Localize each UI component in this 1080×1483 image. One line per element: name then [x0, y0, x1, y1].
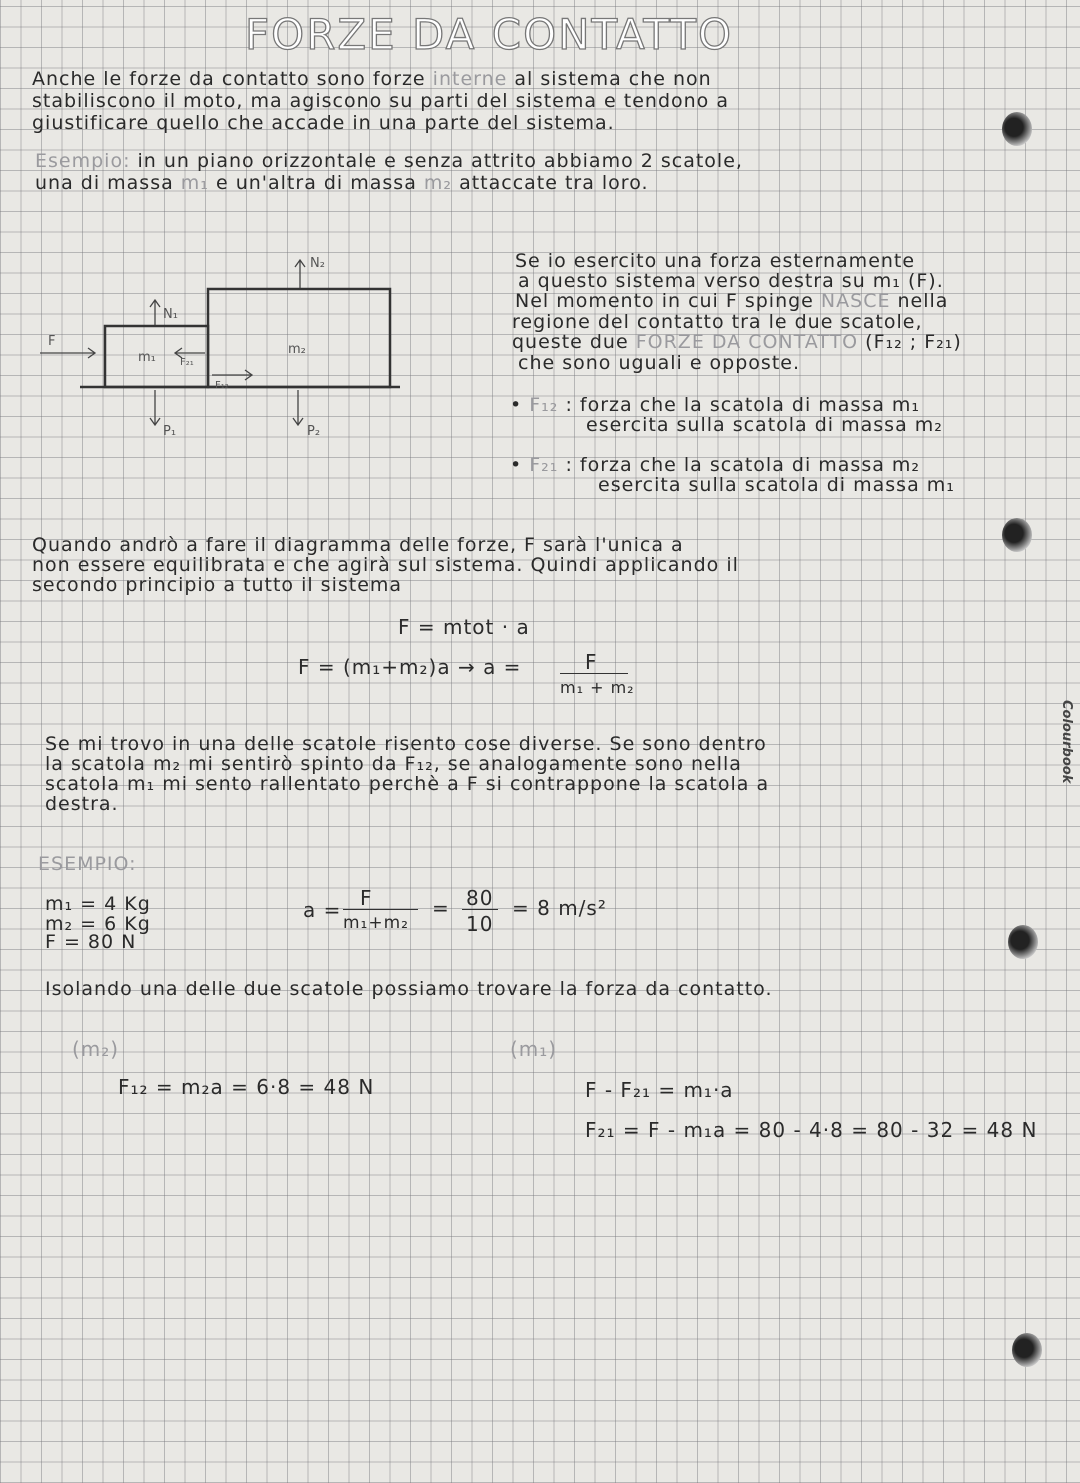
given-F: F = 80 N [45, 931, 137, 953]
explanation-line-4: regione del contatto tra le due scatole, [512, 311, 923, 333]
force-F-arrow [40, 348, 95, 358]
intro-line-3: giustificare quello che accade in una parte del sistema. [32, 112, 615, 134]
force-diagram [0, 240, 500, 460]
intro-line-2: stabiliscono il moto, ma agiscono su parti del sistema e tendono a [32, 90, 729, 112]
example1-line-1: Esempio: in un piano orizzontale e senza attrito abbiamo 2 scatole, [35, 150, 743, 172]
binder-hole [1002, 112, 1032, 146]
label-P1: P₁ [163, 424, 177, 439]
example1-line-2: una di massa m₁ e un'altra di massa m₂ attaccate tra loro. [35, 172, 649, 194]
example-a-lhs: a = [303, 898, 342, 922]
box-m2 [208, 289, 390, 387]
formula-numerator: F [585, 650, 598, 674]
example-a-den: m₁+m₂ [343, 913, 409, 933]
paragraph3-line-3: scatola m₁ mi sento rallentato perchè a F si contrappone la scatola a [45, 773, 770, 795]
brand-label: Colourbook [1059, 700, 1074, 784]
explanation-line-6: che sono uguali e opposte. [518, 352, 801, 374]
bullet-F21: • F₂₁ : forza che la scatola di massa m₂ [510, 454, 921, 476]
label-F12: F₁₂ [215, 380, 229, 391]
paragraph3-line-4: destra. [45, 793, 119, 815]
bullet-F21-line-2: esercita sulla scatola di massa m₁ [598, 474, 955, 496]
formula-newton: F = mtot · a [398, 615, 530, 639]
example-num2: 80 [466, 886, 494, 910]
example-a-num: F [360, 886, 373, 910]
label-F: F [48, 334, 56, 349]
label-N2: N₂ [310, 256, 325, 271]
fraction-bar [560, 673, 628, 674]
page-title: FORZE DA CONTATTO [245, 10, 734, 59]
label-N1: N₁ [163, 307, 178, 322]
weight-P2-arrow [293, 390, 303, 425]
label-F21: F₂₁ [180, 357, 194, 368]
example-fraction-bar-2 [462, 909, 498, 910]
paragraph2-line-1: Quando andrò a fare il diagramma delle forze, F sarà l'unica a [32, 534, 684, 556]
equation-F21: F₂₁ = F - m₁a = 80 - 4·8 = 80 - 32 = 48 N [585, 1118, 1038, 1142]
m1-label: (m₁) [510, 1037, 558, 1061]
paragraph3-line-2: la scatola m₂ mi sentirò spinto da F₁₂, se analogamente sono nella [45, 753, 742, 775]
explanation-line-2: a questo sistema verso destra su m₁ (F). [518, 270, 944, 292]
equation-m1-a: F - F₂₁ = m₁·a [585, 1078, 734, 1102]
weight-P1-arrow [150, 390, 160, 425]
label-m1: m₁ [138, 350, 156, 365]
equation-F12: F₁₂ = m₂a = 6·8 = 48 N [118, 1075, 375, 1099]
given-m1: m₁ = 4 Kg [45, 893, 151, 915]
force-F12-arrow [212, 370, 252, 380]
isolate-text: Isolando una delle due scatole possiamo trovare la forza da contatto. [45, 978, 773, 1000]
label-P2: P₂ [307, 424, 321, 439]
paragraph2-line-3: secondo principio a tutto il sistema [32, 574, 403, 596]
example-den2: 10 [466, 912, 494, 936]
bullet-F12-line-2: esercita sulla scatola di massa m₂ [586, 414, 943, 436]
binder-hole [1012, 1333, 1042, 1367]
paragraph2-line-2: non essere equilibrata e che agirà sul sistema. Quindi applicando il [32, 554, 739, 576]
binder-hole [1008, 925, 1038, 959]
formula-denominator: m₁ + m₂ [560, 678, 635, 697]
normal-N1-arrow [150, 300, 160, 325]
normal-N2-arrow [295, 260, 305, 288]
binder-hole [1002, 518, 1032, 552]
example-eq-sign: = [432, 896, 450, 920]
intro-line-1: Anche le forze da contatto sono forze interne al sistema che non [32, 68, 712, 90]
example-fraction-bar-1 [343, 909, 418, 910]
given-m2: m₂ = 6 Kg [45, 913, 151, 935]
example-result: = 8 m/s² [512, 896, 607, 920]
explanation-line-3: Nel momento in cui F spinge NASCE nella [515, 290, 949, 312]
paragraph3-line-1: Se mi trovo in una delle scatole risento cose diverse. Se sono dentro [45, 733, 767, 755]
example2-label: ESEMPIO: [38, 853, 137, 875]
label-m2: m₂ [288, 342, 306, 357]
m2-label: (m₂) [72, 1037, 120, 1061]
formula-acceleration: F = (m₁+m₂)a → a = [298, 655, 522, 679]
bullet-F12: • F₁₂ : forza che la scatola di massa m₁ [510, 394, 921, 416]
explanation-line-1: Se io esercito una forza esternamente [515, 250, 916, 272]
explanation-line-5: queste due FORZE DA CONTATTO (F₁₂ ; F₂₁) [512, 331, 962, 353]
